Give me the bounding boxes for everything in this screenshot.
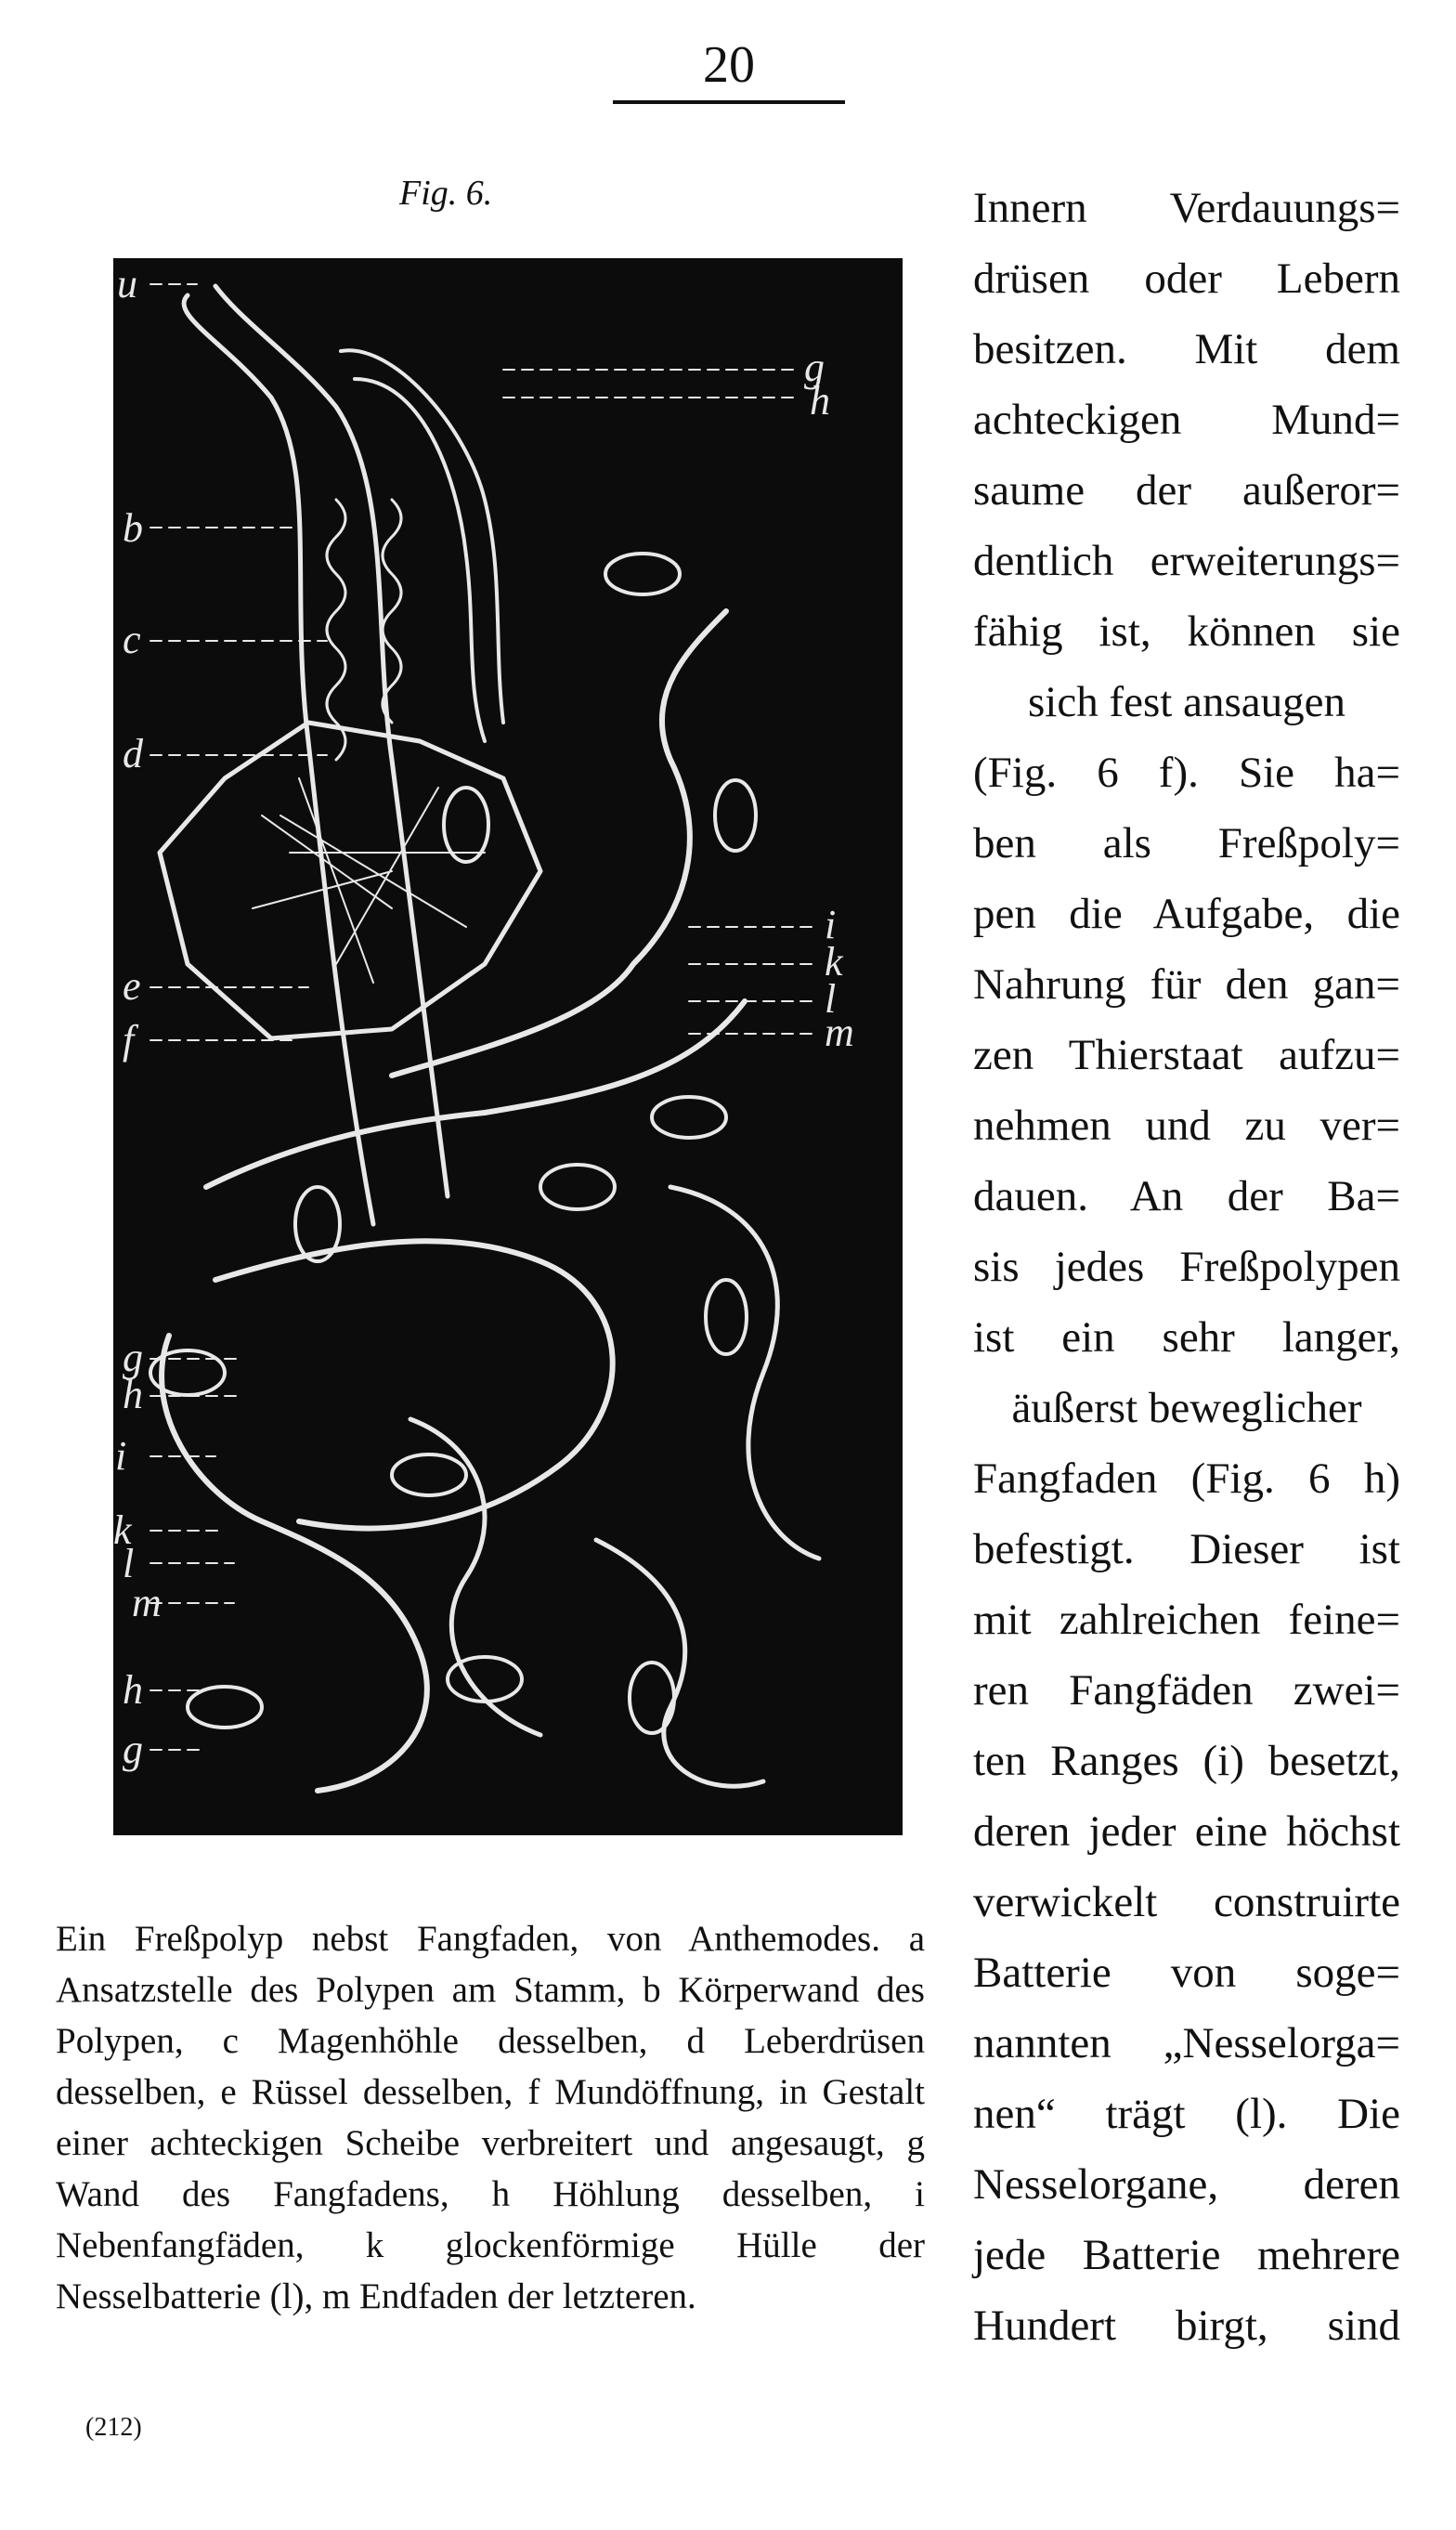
figure-letter-l: l — [123, 1541, 135, 1586]
body-line: deren jeder eine höchst — [973, 1807, 1400, 1856]
page-number: 20 — [703, 36, 755, 94]
body-line: Hundert birgt, sind — [973, 2302, 1400, 2350]
body-line: fähig ist, können sie — [973, 607, 1400, 656]
header-rule — [613, 100, 845, 104]
figure-letter-m-right: m — [825, 1010, 854, 1055]
figure-letter-k-right: k — [825, 939, 843, 985]
figure-letter-g-lower: g — [123, 1727, 143, 1772]
body-line: befestigt. Dieser ist — [973, 1525, 1400, 1573]
figure-engraving — [113, 258, 903, 1835]
figure-letter-h-lower: h — [123, 1667, 143, 1713]
body-line: (Fig. 6 f). Sie ha= — [973, 749, 1400, 797]
figure-letter-i-right: i — [825, 902, 837, 947]
figure-label: Fig. 6. — [399, 174, 493, 213]
body-line: Nesselorgane, deren — [973, 2160, 1400, 2209]
body-line: drüsen oder Lebern — [973, 254, 1400, 303]
figure-letter-m: m — [132, 1580, 162, 1625]
body-line: achteckigen Mund= — [973, 396, 1400, 444]
body-line: Nahrung für den gan= — [973, 960, 1400, 1009]
figure-letter-u: u — [117, 261, 137, 306]
body-line: nen“ trägt (l). Die — [973, 2090, 1400, 2138]
body-line: nannten „Nesselorga= — [973, 2019, 1400, 2067]
plate-number: (212) — [85, 2413, 142, 2442]
body-line: besitzen. Mit dem — [973, 325, 1400, 373]
body-line: nehmen und zu ver= — [973, 1102, 1400, 1150]
figure-letter-g-right: g — [804, 345, 825, 390]
body-line: saume der außeror= — [973, 466, 1400, 515]
body-line: pen die Aufgabe, die — [973, 890, 1400, 938]
body-line: verwickelt construirte — [973, 1878, 1400, 1926]
body-line: ist ein sehr langer, — [973, 1313, 1400, 1362]
figure-letter-h-right: h — [810, 378, 830, 424]
body-line: sich fest ansaugen — [1028, 678, 1346, 726]
body-line: Fangfaden (Fig. 6 h) — [973, 1454, 1400, 1503]
figure-letter-i: i — [115, 1433, 127, 1479]
figure-caption: Ein Freßpolyp nebst Fangfaden, von Anthemodes. a Ansatzstelle des Polypen am Stamm, b Körperwand des Polypen, c Magenhöhle desselben, d Leberdrüsen desselben, e Rüssel desselben, f Mundöffnung, in Gestalt einer achteckigen Scheibe verbreitert und angesaugt, g Wand des Fangfadens, h Höhlung desselben, i Nebenfangfäden, k glockenförmige Hülle der Nesselbatterie (l), m Endfaden der letzteren. — [56, 1919, 925, 2316]
body-line: äußerst beweglicher — [1011, 1384, 1362, 1432]
body-line: jede Batterie mehrere — [973, 2231, 1400, 2279]
figure-letter-d: d — [123, 731, 143, 776]
body-line: Batterie von soge= — [973, 1949, 1400, 1997]
figure-letter-f: f — [123, 1017, 135, 1063]
figure-letter-g: g — [123, 1335, 143, 1380]
body-text-column — [973, 173, 1400, 2361]
body-line: dauen. An der Ba= — [973, 1172, 1400, 1220]
body-line: ben als Freßpoly= — [973, 819, 1400, 867]
body-line: sis jedes Freßpolypen — [973, 1243, 1400, 1291]
body-line: ten Ranges (i) besetzt, — [973, 1737, 1400, 1785]
figure-letter-l-right: l — [825, 976, 837, 1022]
figure-letter-k: k — [113, 1507, 132, 1553]
body-line: zen Thierstaat aufzu= — [973, 1031, 1400, 1079]
figure-letter-e: e — [123, 963, 141, 1009]
body-line: Innern Verdauungs= — [973, 184, 1400, 232]
figure-letter-b: b — [123, 505, 143, 551]
body-line: mit zahlreichen feine= — [973, 1596, 1400, 1644]
body-line: ren Fangfäden zwei= — [973, 1666, 1400, 1715]
figure-letter-h: h — [123, 1372, 143, 1417]
body-line: dentlich erweiterungs= — [973, 537, 1400, 585]
figure-letter-c: c — [123, 617, 141, 662]
